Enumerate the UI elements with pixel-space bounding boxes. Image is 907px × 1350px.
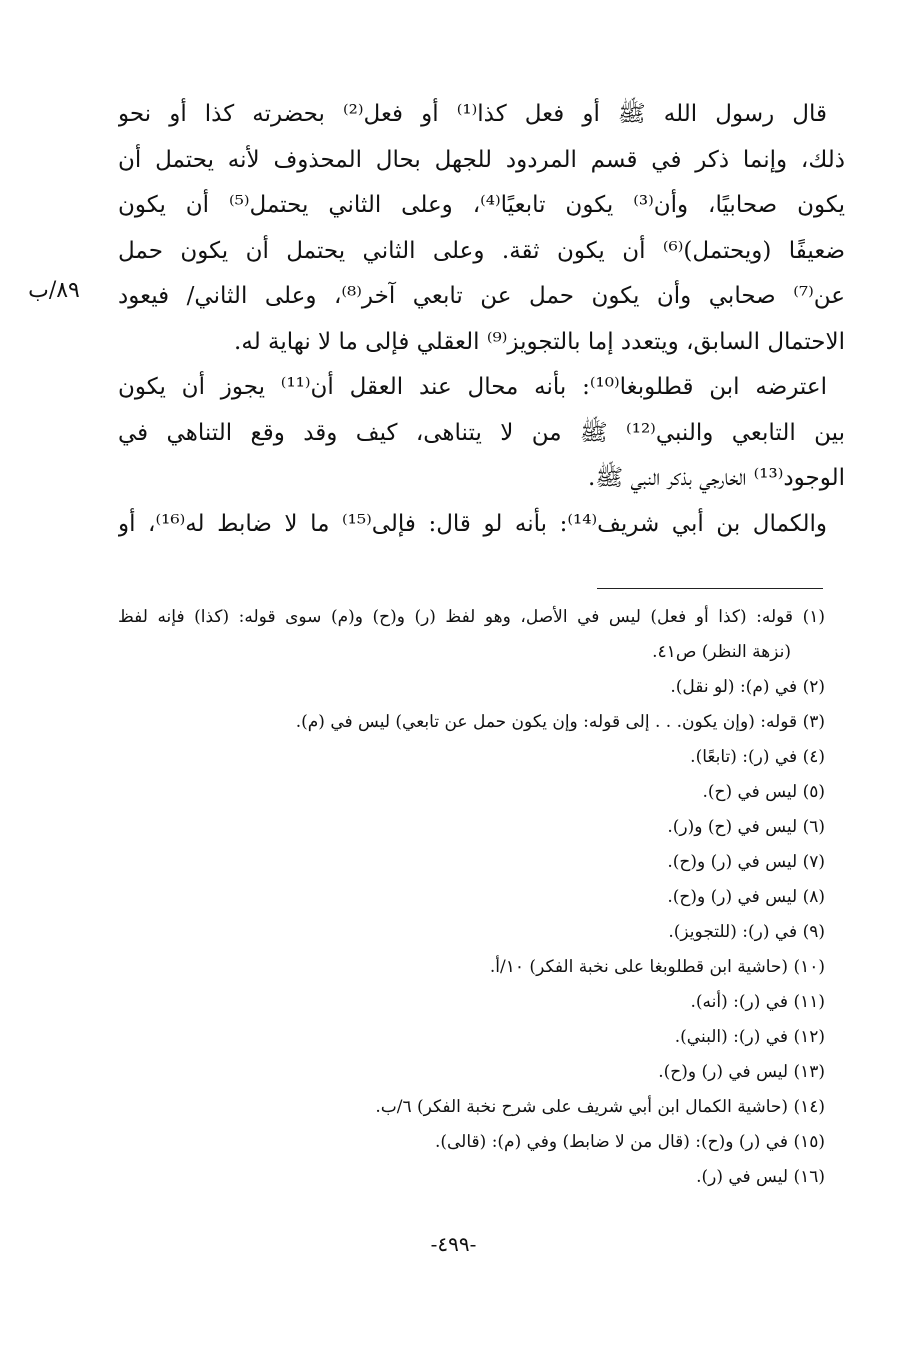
footnote-line: (١٠) (حاشية ابن قطلوبغا على نخبة الفكر) ١٠/أ.	[489, 957, 825, 977]
text-line: يكون صحابيًا، وأن⁽³⁾ يكون تابعيًا⁽⁴⁾، وعلى الثاني يحتمل⁽⁵⁾ أن يكون	[118, 192, 845, 218]
footnote-line: (١٢) في (ر): (البني).	[674, 1027, 825, 1047]
main-text-body	[118, 92, 845, 547]
footnote-line: (١٦) ليس في (ر).	[696, 1167, 825, 1187]
footnote-line: (٥) ليس في (ح).	[702, 782, 825, 802]
text-line: بين التابعي والنبي⁽¹²⁾ ﷺ من لا يتناهى، كيف وقد وقع التناهي في	[118, 419, 845, 446]
text-line: ذلك، وإنما ذكر في قسم المردود للجهل بحال المحذوف لأنه يحتمل أن	[118, 146, 845, 173]
text-line: الوجود⁽¹³⁾ الخارجي بذكر النبي ﷺ.	[588, 465, 845, 491]
footnote-line: (نزهة النظر) ص٤١.	[652, 642, 791, 662]
text-line: اعترضه ابن قطلوبغا⁽¹⁰⁾: بأنه محال عند العقل أن⁽¹¹⁾ يجوز أن يكون	[118, 374, 827, 400]
footnote-divider	[597, 588, 823, 589]
footnote-line: (١٥) في (ر) و(ح): (قال من لا ضابط) وفي (م): (قالى).	[434, 1132, 825, 1152]
footnote-line: (٤) في (ر): (تابعًا).	[690, 747, 825, 767]
footnote-line: (١٤) (حاشية الكمال ابن أبي شريف على شرح نخبة الفكر) ٦/ب.	[375, 1097, 825, 1117]
footnotes-section	[118, 600, 825, 1195]
text-line: الاحتمال السابق، ويتعدد إما بالتجويز⁽⁹⁾ العقلي فإلى ما لا نهاية له.	[234, 328, 845, 355]
footnote-line: (٩) في (ر): (للتجويز).	[668, 922, 825, 942]
footnote-line: (١) قوله: (كذا أو فعل) ليس في الأصل، وهو لفظ (ر) و(ح) و(م) سوى قوله: (كذا) فإنه لفظ	[118, 607, 825, 627]
page-number: -٤٩٩-	[430, 1232, 477, 1256]
footnote-line: (٣) قوله: (وإن يكون. . . إلى قوله: وإن يكون حمل عن تابعي) ليس في (م).	[295, 712, 825, 732]
margin-folio-note: ٨٩/ب	[28, 278, 80, 303]
text-line: والكمال بن أبي شريف⁽¹⁴⁾: بأنه لو قال: فإلى⁽¹⁵⁾ ما لا ضابط له⁽¹⁶⁾، أو	[118, 510, 827, 537]
footnote-line: (١٣) ليس في (ر) و(ح).	[658, 1062, 825, 1082]
footnote-line: (٦) ليس في (ح) و(ر).	[667, 817, 825, 837]
text-line: قال رسول الله ﷺ أو فعل كذا⁽¹⁾ أو فعل⁽²⁾ بحضرته كذا أو نحو	[118, 101, 827, 127]
text-line: ضعيفًا (ويحتمل)⁽⁶⁾ أن يكون ثقة. وعلى الثاني يحتمل أن يكون حمل	[118, 237, 845, 264]
footnote-line: (٢) في (م): (لو نقل).	[670, 677, 825, 697]
footnote-line: (٧) ليس في (ر) و(ح).	[667, 852, 825, 872]
text-line: عن⁽⁷⁾ صحابي وأن يكون حمل عن تابعي آخر⁽⁸⁾، وعلى الثاني/ فيعود	[118, 283, 845, 309]
footnote-line: (٨) ليس في (ر) و(ح).	[667, 887, 825, 907]
footnote-line: (١١) في (ر): (أنه).	[690, 992, 825, 1012]
